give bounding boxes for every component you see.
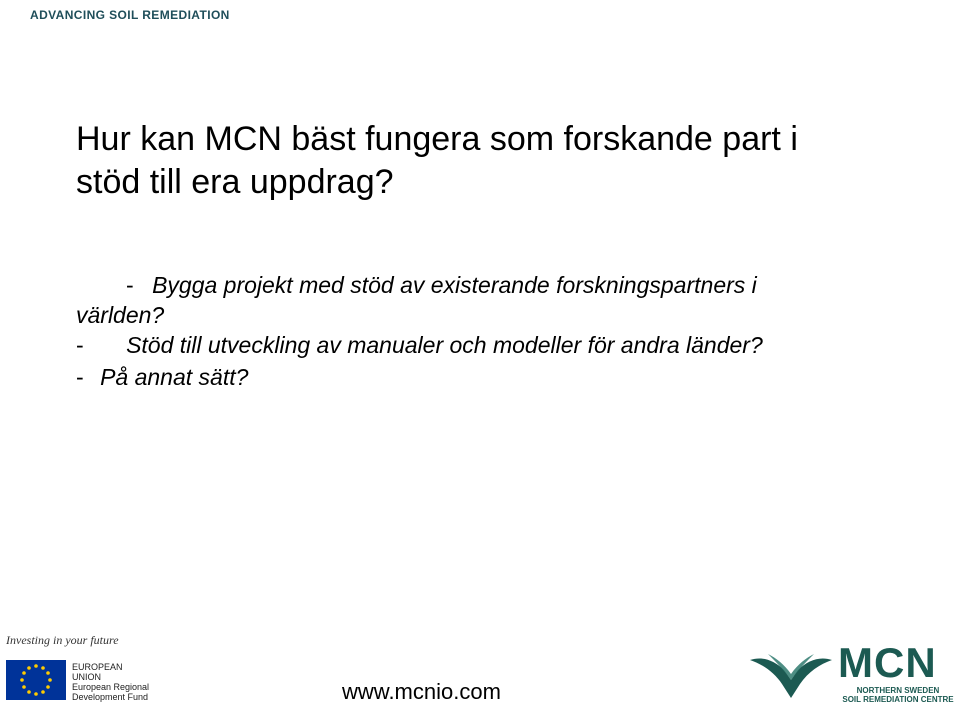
eu-fund-label — [72, 662, 149, 702]
title-line-2: stöd till era uppdrag? — [76, 163, 394, 201]
eu-line-1: EUROPEAN — [72, 662, 123, 672]
eu-flag-icon — [6, 660, 66, 700]
mcn-logo-icon — [748, 646, 834, 704]
bullet-text: Bygga projekt med stöd av existerande forskningspartners i — [152, 272, 757, 298]
bullet-item-1-continued — [76, 298, 936, 332]
bullet-dash: - — [126, 272, 134, 298]
website-link[interactable]: www.mcnio.com — [342, 679, 501, 704]
eu-line-4: Development Fund — [72, 692, 149, 702]
bullet-text: världen? — [76, 302, 165, 328]
mcn-subtitle — [842, 686, 954, 704]
bullet-item-3 — [76, 360, 936, 394]
title-line-1: Hur kan MCN bäst fungera som forskande part i — [76, 120, 798, 158]
mcn-sub-line-2: SOIL REMEDIATION CENTRE — [842, 695, 954, 704]
mcn-sub-line-1: NORTHERN SWEDEN — [856, 686, 940, 695]
bullet-item-2 — [76, 328, 936, 362]
bullet-text: På annat sätt? — [100, 364, 249, 390]
slide-title — [76, 118, 936, 204]
bullet-item-1 — [76, 268, 936, 302]
eu-line-2: UNION — [72, 672, 101, 682]
bullet-list — [76, 268, 936, 394]
bullet-text: Stöd till utveckling av manualer och modeller för andra länder? — [126, 332, 763, 358]
header-brand: ADVANCING SOIL REMEDIATION — [30, 8, 230, 22]
investing-tagline: Investing in your future — [6, 633, 119, 647]
bullet-dash: - — [76, 332, 84, 358]
mcn-wordmark: MCN — [838, 639, 937, 686]
eu-line-3: European Regional — [72, 682, 150, 692]
bullet-dash: - — [76, 364, 84, 390]
